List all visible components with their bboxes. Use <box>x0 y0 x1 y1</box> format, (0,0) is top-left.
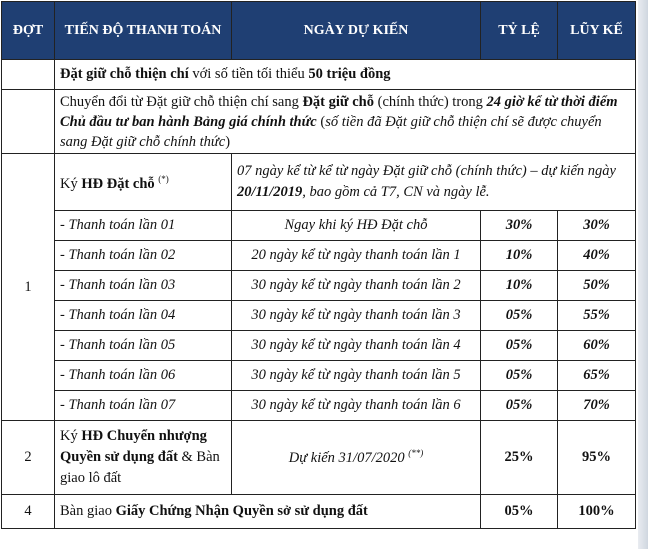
payment-date: 30 ngày kể từ ngày thanh toán lần 2 <box>232 271 481 301</box>
group1-sign-date-c: , bao gồm cả T7, CN và ngày lễ. <box>302 184 490 200</box>
group2-date-b: 31/07/2020 <box>338 449 405 466</box>
payment-row-1 <box>2 211 636 241</box>
group2-label-b: HĐ Chuyển nhượng Quyền sử dụng đất <box>60 428 207 465</box>
payment-date: 30 ngày kể từ ngày thanh toán lần 4 <box>232 331 481 361</box>
intro-1c: 50 triệu đồng <box>308 66 391 82</box>
group4-label-a: Bàn giao <box>60 503 116 519</box>
payment-label: - Thanh toán lần 04 <box>55 301 232 331</box>
group1-sign-date <box>232 154 636 211</box>
header-row <box>2 2 636 60</box>
group1-sign-row <box>2 154 636 211</box>
payment-date: 20 ngày kể từ ngày thanh toán lần 1 <box>232 241 481 271</box>
header-dot: ĐỢT <box>2 2 55 60</box>
payment-label: - Thanh toán lần 01 <box>55 211 232 241</box>
payment-label: - Thanh toán lần 03 <box>55 271 232 301</box>
payment-rate: 30% <box>481 211 558 241</box>
intro-line-2 <box>55 90 636 154</box>
intro-row-2 <box>2 90 636 154</box>
intro-2a: Chuyển đổi từ Đặt giữ chỗ thiện chí sang <box>60 93 303 110</box>
payment-cumulative: 65% <box>558 361 636 391</box>
group2-label-a: Ký <box>60 428 82 444</box>
payment-date: 30 ngày kể từ ngày thanh toán lần 6 <box>232 391 481 421</box>
payment-rate: 10% <box>481 271 558 301</box>
intro-row-1 <box>2 60 636 90</box>
payment-cumulative: 40% <box>558 241 636 271</box>
intro-2d: 24 giờ kể từ thời điểm Chủ đầu tư ban hành Bảng giá chính thức <box>60 93 618 130</box>
intro-empty-cell <box>2 60 55 90</box>
payment-date: 30 ngày kể từ ngày thanh toán lần 5 <box>232 361 481 391</box>
group2-date <box>232 421 481 495</box>
intro-line-1 <box>55 60 636 90</box>
payment-label: - Thanh toán lần 06 <box>55 361 232 391</box>
intro-1b: với số tiền tối thiểu <box>188 66 309 82</box>
group2-row <box>2 421 636 495</box>
payment-row-4 <box>2 301 636 331</box>
header-ngay-du-kien: NGÀY DỰ KIẾN <box>232 2 481 60</box>
intro-2f: số tiền đã Đặt giữ chỗ thiện chí sẽ được chuyển sang Đặt giữ chỗ chính thức <box>60 113 602 150</box>
intro-2b: Đặt giữ chỗ <box>302 93 374 110</box>
group4-label <box>55 495 481 529</box>
payment-date: 30 ngày kể từ ngày thanh toán lần 3 <box>232 301 481 331</box>
group2-dot: 2 <box>2 421 55 495</box>
group4-dot: 4 <box>2 495 55 529</box>
intro-2e: ( <box>316 113 326 130</box>
group4-rate: 05% <box>481 495 558 529</box>
payment-cumulative: 50% <box>558 271 636 301</box>
group1-sign-b: HĐ Đặt chỗ <box>81 175 155 192</box>
intro-2g: ) <box>225 133 231 150</box>
payment-schedule-table <box>1 1 636 529</box>
intro-empty-cell-2 <box>2 90 55 154</box>
payment-rate: 05% <box>481 391 558 421</box>
payment-cumulative: 55% <box>558 301 636 331</box>
group4-label-b: Giấy Chứng Nhận Quyền sở sử dụng đất <box>115 503 368 519</box>
group2-label <box>55 421 232 495</box>
payment-cumulative: 70% <box>558 391 636 421</box>
intro-2c: (chính thức) trong <box>373 93 487 110</box>
group1-sign-a: Ký <box>60 175 82 192</box>
payment-row-5 <box>2 331 636 361</box>
group4-row <box>2 495 636 529</box>
header-ty-le: TỶ LỆ <box>481 2 558 60</box>
group1-sign-date-a: 07 ngày kể từ kể từ ngày Đặt giữ chỗ (chính thức) – dự kiến ngày <box>237 163 616 179</box>
payment-label: - Thanh toán lần 05 <box>55 331 232 361</box>
payment-rate: 05% <box>481 331 558 361</box>
group2-cumulative: 95% <box>558 421 636 495</box>
header-tien-do: TIẾN ĐỘ THANH TOÁN <box>55 2 232 60</box>
payment-cumulative: 30% <box>558 211 636 241</box>
group2-rate: 25% <box>481 421 558 495</box>
group1-sign-date-b: 20/11/2019 <box>237 184 303 200</box>
payment-rate: 10% <box>481 241 558 271</box>
payment-row-2 <box>2 241 636 271</box>
group1-dot: 1 <box>2 154 55 421</box>
group4-cumulative: 100% <box>558 495 636 529</box>
header-luy-ke: LŨY KẾ <box>558 2 636 60</box>
payment-cumulative: 60% <box>558 331 636 361</box>
payment-label: - Thanh toán lần 02 <box>55 241 232 271</box>
payment-row-3 <box>2 271 636 301</box>
payment-rate: 05% <box>481 361 558 391</box>
group2-label-c: & Bàn giao lô đất <box>60 449 220 486</box>
group1-sign-sup: (*) <box>158 174 169 185</box>
group2-date-sup: (**) <box>408 448 424 459</box>
group1-sign-label <box>55 154 232 211</box>
payment-date: Ngay khi ký HĐ Đặt chỗ <box>232 211 481 241</box>
payment-rate: 05% <box>481 301 558 331</box>
intro-1a: Đặt giữ chỗ thiện chí <box>60 66 189 82</box>
payment-row-7 <box>2 391 636 421</box>
group2-date-a: Dự kiến <box>288 449 339 466</box>
payment-label: - Thanh toán lần 07 <box>55 391 232 421</box>
screen-edge <box>638 0 648 549</box>
payment-row-6 <box>2 361 636 391</box>
